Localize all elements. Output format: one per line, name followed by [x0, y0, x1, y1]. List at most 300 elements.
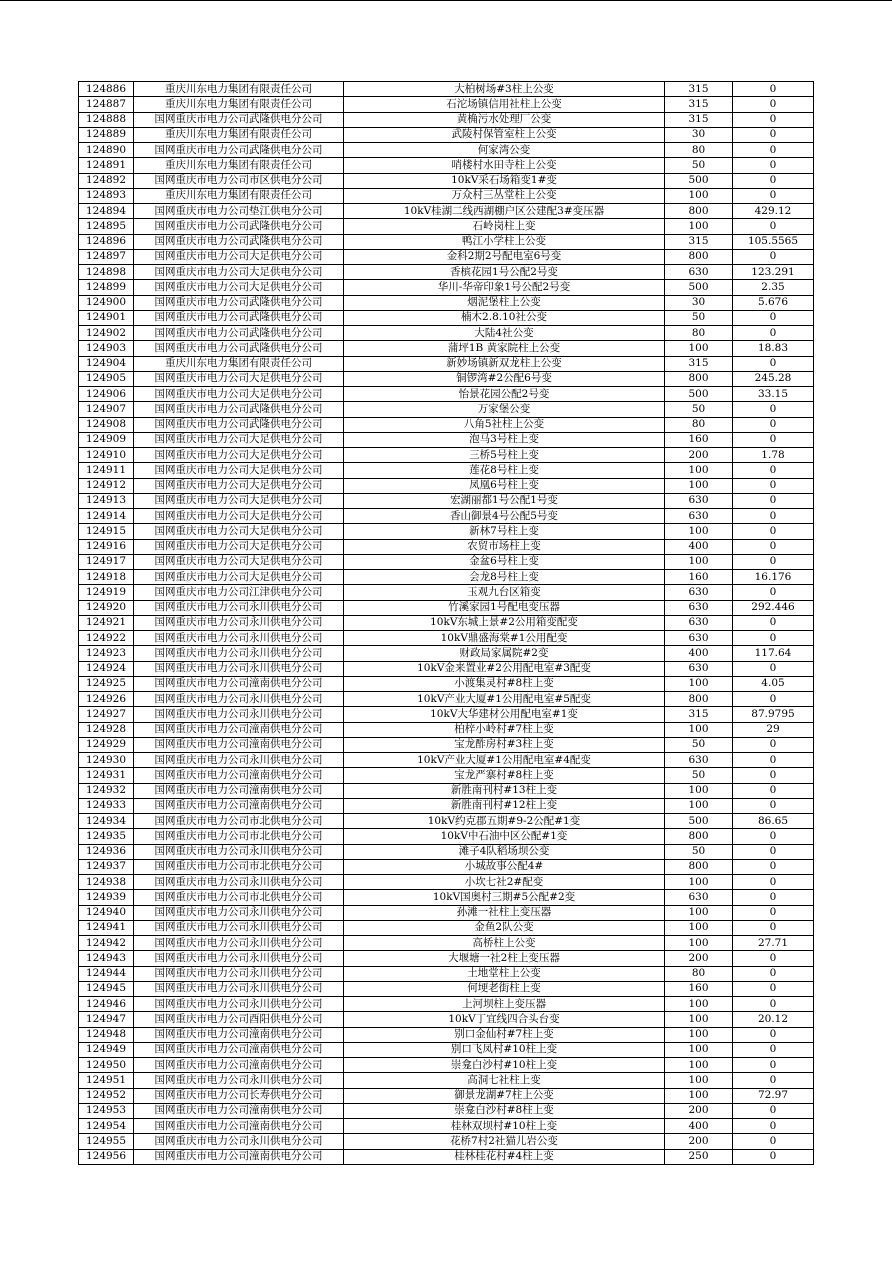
table-row [79, 981, 814, 996]
capacity-cell: 630 [665, 753, 733, 768]
record-id-cell: 124933 [79, 798, 134, 813]
record-id-cell: 124955 [79, 1134, 134, 1149]
table-row [79, 692, 814, 707]
capacity-cell: 315 [665, 356, 733, 371]
value-cell: 0 [733, 97, 814, 112]
table-row [79, 798, 814, 813]
value-cell: 0 [733, 173, 814, 188]
transformer-name-cell: 宝龙严寨村#8柱上变 [344, 768, 665, 783]
capacity-cell: 80 [665, 966, 733, 981]
table-row [79, 97, 814, 112]
company-cell: 国网重庆市电力公司永川供电分公司 [134, 646, 344, 661]
transformer-name-cell: 桂林双坝村#10柱上变 [344, 1119, 665, 1134]
company-cell: 国网重庆市电力公司永川供电分公司 [134, 844, 344, 859]
company-cell: 国网重庆市电力公司武隆供电分公司 [134, 295, 344, 310]
value-cell: 0 [733, 753, 814, 768]
record-id-cell: 124886 [79, 82, 134, 97]
transformer-name-cell: 竹溪家园1号配电变压器 [344, 600, 665, 615]
value-cell: 292.446 [733, 600, 814, 615]
record-id-cell: 124943 [79, 951, 134, 966]
capacity-cell: 630 [665, 631, 733, 646]
capacity-cell: 315 [665, 234, 733, 249]
capacity-cell: 100 [665, 798, 733, 813]
capacity-cell: 315 [665, 97, 733, 112]
table-row [79, 966, 814, 981]
value-cell: 27.71 [733, 936, 814, 951]
value-cell: 0 [733, 966, 814, 981]
company-cell: 国网重庆市电力公司武隆供电分公司 [134, 234, 344, 249]
record-id-cell: 124939 [79, 890, 134, 905]
value-cell: 0 [733, 493, 814, 508]
table-row [79, 1103, 814, 1118]
table-row [79, 1134, 814, 1149]
table-row [79, 737, 814, 752]
table-row [79, 310, 814, 325]
company-cell: 国网重庆市电力公司潼南供电分公司 [134, 676, 344, 691]
company-cell: 国网重庆市电力公司永川供电分公司 [134, 966, 344, 981]
company-cell: 国网重庆市电力公司大足供电分公司 [134, 432, 344, 447]
company-cell: 国网重庆市电力公司江津供电分公司 [134, 585, 344, 600]
company-cell: 国网重庆市电力公司潼南供电分公司 [134, 768, 344, 783]
table-row [79, 890, 814, 905]
company-cell: 国网重庆市电力公司潼南供电分公司 [134, 783, 344, 798]
company-cell: 国网重庆市电力公司潼南供电分公司 [134, 1119, 344, 1134]
capacity-cell: 100 [665, 905, 733, 920]
transformer-name-cell: 玉观九台区箱变 [344, 585, 665, 600]
transformer-name-cell: 怡景花园公配2号变 [344, 387, 665, 402]
table-row [79, 844, 814, 859]
company-cell: 国网重庆市电力公司武隆供电分公司 [134, 326, 344, 341]
capacity-cell: 50 [665, 768, 733, 783]
record-id-cell: 124930 [79, 753, 134, 768]
capacity-cell: 100 [665, 524, 733, 539]
transformer-name-cell: 高桥柱上公变 [344, 936, 665, 951]
table-row [79, 600, 814, 615]
value-cell: 0 [733, 1027, 814, 1042]
record-id-cell: 124945 [79, 981, 134, 996]
company-cell: 国网重庆市电力公司永川供电分公司 [134, 615, 344, 630]
table-row [79, 448, 814, 463]
transformer-name-cell: 八角5社柱上公变 [344, 417, 665, 432]
transformer-name-cell: 凤凰6号柱上变 [344, 478, 665, 493]
page-top-rule [0, 0, 892, 1]
capacity-cell: 100 [665, 478, 733, 493]
transformer-name-cell: 花桥7村2社猫儿岩公变 [344, 1134, 665, 1149]
capacity-cell: 630 [665, 585, 733, 600]
company-cell: 国网重庆市电力公司永川供电分公司 [134, 905, 344, 920]
value-cell: 4.05 [733, 676, 814, 691]
capacity-cell: 800 [665, 204, 733, 219]
company-cell: 国网重庆市电力公司永川供电分公司 [134, 661, 344, 676]
table-row [79, 707, 814, 722]
value-cell: 123.291 [733, 265, 814, 280]
record-id-cell: 124952 [79, 1088, 134, 1103]
capacity-cell: 400 [665, 1119, 733, 1134]
company-cell: 国网重庆市电力公司潼南供电分公司 [134, 722, 344, 737]
transformer-name-cell: 会龙8号柱上变 [344, 570, 665, 585]
value-cell: 0 [733, 554, 814, 569]
value-cell: 0 [733, 402, 814, 417]
value-cell: 0 [733, 82, 814, 97]
capacity-cell: 160 [665, 570, 733, 585]
capacity-cell: 100 [665, 783, 733, 798]
record-id-cell: 124922 [79, 631, 134, 646]
transformer-name-cell: 莲花8号柱上变 [344, 463, 665, 478]
record-id-cell: 124944 [79, 966, 134, 981]
capacity-cell: 100 [665, 1058, 733, 1073]
capacity-cell: 800 [665, 829, 733, 844]
transformer-name-cell: 三桥5号柱上变 [344, 448, 665, 463]
capacity-cell: 100 [665, 920, 733, 935]
table-row [79, 676, 814, 691]
company-cell: 国网重庆市电力公司武隆供电分公司 [134, 402, 344, 417]
table-row [79, 234, 814, 249]
table-row [79, 920, 814, 935]
value-cell: 0 [733, 1119, 814, 1134]
capacity-cell: 315 [665, 82, 733, 97]
transformer-name-cell: 10kV桂湖二线西湖棚户区公建配3#变压器 [344, 204, 665, 219]
transformer-name-cell: 10kV产业大厦#1公用配电室#5配变 [344, 692, 665, 707]
record-id-cell: 124956 [79, 1149, 134, 1164]
record-id-cell: 124898 [79, 265, 134, 280]
company-cell: 国网重庆市电力公司大足供电分公司 [134, 554, 344, 569]
table-row [79, 127, 814, 142]
value-cell: 0 [733, 219, 814, 234]
table-row [79, 661, 814, 676]
transformer-name-cell: 10kV大华建材公用配电室#1变 [344, 707, 665, 722]
capacity-cell: 630 [665, 493, 733, 508]
company-cell: 国网重庆市电力公司大足供电分公司 [134, 524, 344, 539]
table-row [79, 143, 814, 158]
company-cell: 国网重庆市电力公司永川供电分公司 [134, 631, 344, 646]
transformer-name-cell: 10kV丁宜线四合头台变 [344, 1012, 665, 1027]
transformer-name-cell: 万众村三丛堂柱上公变 [344, 188, 665, 203]
table-row [79, 783, 814, 798]
table-row [79, 539, 814, 554]
record-id-cell: 124938 [79, 875, 134, 890]
value-cell: 2.35 [733, 280, 814, 295]
record-id-cell: 124929 [79, 737, 134, 752]
record-id-cell: 124932 [79, 783, 134, 798]
company-cell: 重庆川东电力集团有限责任公司 [134, 82, 344, 97]
record-id-cell: 124909 [79, 432, 134, 447]
value-cell: 0 [733, 310, 814, 325]
transformer-name-cell: 高洞七社柱上变 [344, 1073, 665, 1088]
capacity-cell: 50 [665, 402, 733, 417]
capacity-cell: 400 [665, 539, 733, 554]
transformer-name-cell: 宝龙酢房村#3柱上变 [344, 737, 665, 752]
value-cell: 0 [733, 326, 814, 341]
record-id-cell: 124949 [79, 1042, 134, 1057]
transformer-name-cell: 新胜南刊村#12柱上变 [344, 798, 665, 813]
company-cell: 国网重庆市电力公司武隆供电分公司 [134, 310, 344, 325]
company-cell: 国网重庆市电力公司市区供电分公司 [134, 173, 344, 188]
transformer-name-cell: 新林7号柱上变 [344, 524, 665, 539]
record-id-cell: 124951 [79, 1073, 134, 1088]
record-id-cell: 124921 [79, 615, 134, 630]
transformer-name-cell: 石沱场镇信用社柱上公变 [344, 97, 665, 112]
record-id-cell: 124900 [79, 295, 134, 310]
company-cell: 国网重庆市电力公司大足供电分公司 [134, 249, 344, 264]
value-cell: 105.5565 [733, 234, 814, 249]
value-cell: 117.64 [733, 646, 814, 661]
value-cell: 0 [733, 524, 814, 539]
record-id-cell: 124917 [79, 554, 134, 569]
capacity-cell: 800 [665, 371, 733, 386]
table-row [79, 188, 814, 203]
company-cell: 国网重庆市电力公司大足供电分公司 [134, 493, 344, 508]
value-cell: 0 [733, 768, 814, 783]
table-row [79, 1027, 814, 1042]
capacity-cell: 50 [665, 158, 733, 173]
company-cell: 国网重庆市电力公司大足供电分公司 [134, 478, 344, 493]
capacity-cell: 100 [665, 875, 733, 890]
transformer-name-cell: 10kV东城上景#2公用箱变配变 [344, 615, 665, 630]
capacity-cell: 800 [665, 859, 733, 874]
transformer-name-cell: 崇龛白沙村#10柱上变 [344, 1058, 665, 1073]
table-row [79, 82, 814, 97]
capacity-cell: 100 [665, 936, 733, 951]
record-id-cell: 124906 [79, 387, 134, 402]
transformer-name-cell: 蒲坪1B 黄家院柱上公变 [344, 341, 665, 356]
company-cell: 国网重庆市电力公司潼南供电分公司 [134, 1103, 344, 1118]
capacity-cell: 800 [665, 249, 733, 264]
value-cell: 0 [733, 875, 814, 890]
company-cell: 国网重庆市电力公司永川供电分公司 [134, 997, 344, 1012]
value-cell: 0 [733, 661, 814, 676]
transformer-name-cell: 孙滩一社柱上变压器 [344, 905, 665, 920]
capacity-cell: 500 [665, 280, 733, 295]
table-row [79, 631, 814, 646]
table-row [79, 280, 814, 295]
transformer-name-cell: 武陵村保管室柱上公变 [344, 127, 665, 142]
transformer-name-cell: 小坎七社2#配变 [344, 875, 665, 890]
company-cell: 国网重庆市电力公司大足供电分公司 [134, 570, 344, 585]
value-cell: 20.12 [733, 1012, 814, 1027]
capacity-cell: 50 [665, 310, 733, 325]
value-cell: 0 [733, 951, 814, 966]
value-cell: 0 [733, 631, 814, 646]
record-id-cell: 124915 [79, 524, 134, 539]
table-row [79, 402, 814, 417]
capacity-cell: 160 [665, 981, 733, 996]
capacity-cell: 100 [665, 722, 733, 737]
company-cell: 国网重庆市电力公司永川供电分公司 [134, 951, 344, 966]
record-id-cell: 124897 [79, 249, 134, 264]
capacity-cell: 630 [665, 890, 733, 905]
table-row [79, 1088, 814, 1103]
record-id-cell: 124919 [79, 585, 134, 600]
company-cell: 重庆川东电力集团有限责任公司 [134, 356, 344, 371]
record-id-cell: 124947 [79, 1012, 134, 1027]
transformer-name-cell: 滩子4队稻场坝公变 [344, 844, 665, 859]
transformer-name-cell: 大陆4社公变 [344, 326, 665, 341]
capacity-cell: 315 [665, 707, 733, 722]
company-cell: 国网重庆市电力公司市北供电分公司 [134, 890, 344, 905]
capacity-cell: 500 [665, 173, 733, 188]
value-cell: 18.83 [733, 341, 814, 356]
table-row [79, 570, 814, 585]
transformer-name-cell: 何埂老街柱上变 [344, 981, 665, 996]
company-cell: 国网重庆市电力公司永川供电分公司 [134, 1134, 344, 1149]
table-row [79, 753, 814, 768]
company-cell: 国网重庆市电力公司武隆供电分公司 [134, 341, 344, 356]
transformer-name-cell: 宏湖丽都1号公配1号变 [344, 493, 665, 508]
value-cell: 0 [733, 829, 814, 844]
company-cell: 国网重庆市电力公司潼南供电分公司 [134, 1058, 344, 1073]
company-cell: 国网重庆市电力公司市北供电分公司 [134, 859, 344, 874]
table-row [79, 173, 814, 188]
company-cell: 国网重庆市电力公司垫江供电分公司 [134, 204, 344, 219]
record-id-cell: 124927 [79, 707, 134, 722]
transformer-name-cell: 香槟花园1号公配2号变 [344, 265, 665, 280]
value-cell: 0 [733, 798, 814, 813]
company-cell: 国网重庆市电力公司永川供电分公司 [134, 1073, 344, 1088]
company-cell: 国网重庆市电力公司大足供电分公司 [134, 265, 344, 280]
record-id-cell: 124894 [79, 204, 134, 219]
transformer-name-cell: 金盆6号柱上变 [344, 554, 665, 569]
value-cell: 0 [733, 1134, 814, 1149]
table-row [79, 326, 814, 341]
table-row [79, 1012, 814, 1027]
value-cell: 0 [733, 249, 814, 264]
table-row [79, 478, 814, 493]
table-row [79, 524, 814, 539]
capacity-cell: 100 [665, 463, 733, 478]
capacity-cell: 500 [665, 387, 733, 402]
capacity-cell: 100 [665, 1042, 733, 1057]
record-id-cell: 124892 [79, 173, 134, 188]
table-row [79, 341, 814, 356]
capacity-cell: 100 [665, 554, 733, 569]
transformer-name-cell: 财政局家属院#2变 [344, 646, 665, 661]
company-cell: 重庆川东电力集团有限责任公司 [134, 127, 344, 142]
table-row [79, 722, 814, 737]
table-row [79, 768, 814, 783]
transformer-name-cell: 别口飞凤村#10柱上变 [344, 1042, 665, 1057]
record-id-cell: 124941 [79, 920, 134, 935]
company-cell: 国网重庆市电力公司永川供电分公司 [134, 707, 344, 722]
record-id-cell: 124950 [79, 1058, 134, 1073]
record-id-cell: 124907 [79, 402, 134, 417]
table-row [79, 951, 814, 966]
transformer-name-cell: 崇龛白沙村#8柱上变 [344, 1103, 665, 1118]
value-cell: 0 [733, 1103, 814, 1118]
table-row [79, 997, 814, 1012]
record-id-cell: 124910 [79, 448, 134, 463]
record-id-cell: 124914 [79, 509, 134, 524]
record-id-cell: 124928 [79, 722, 134, 737]
company-cell: 国网重庆市电力公司潼南供电分公司 [134, 1149, 344, 1164]
record-id-cell: 124904 [79, 356, 134, 371]
transformer-name-cell: 桂林桂花村#4柱上变 [344, 1149, 665, 1164]
record-id-cell: 124920 [79, 600, 134, 615]
record-id-cell: 124888 [79, 112, 134, 127]
capacity-cell: 100 [665, 1088, 733, 1103]
record-id-cell: 124895 [79, 219, 134, 234]
capacity-cell: 500 [665, 814, 733, 829]
record-id-cell: 124925 [79, 676, 134, 691]
company-cell: 国网重庆市电力公司武隆供电分公司 [134, 112, 344, 127]
table-row [79, 356, 814, 371]
record-id-cell: 124954 [79, 1119, 134, 1134]
value-cell: 0 [733, 112, 814, 127]
transformer-name-cell: 10kV采石场箱变1#变 [344, 173, 665, 188]
table-row [79, 204, 814, 219]
record-id-cell: 124924 [79, 661, 134, 676]
record-id-cell: 124899 [79, 280, 134, 295]
company-cell: 国网重庆市电力公司永川供电分公司 [134, 753, 344, 768]
transformer-name-cell: 新胜南刊村#13柱上变 [344, 783, 665, 798]
record-id-cell: 124903 [79, 341, 134, 356]
company-cell: 国网重庆市电力公司市北供电分公司 [134, 829, 344, 844]
value-cell: 0 [733, 509, 814, 524]
table-row [79, 1149, 814, 1164]
transformer-name-cell: 10kV约克郡五期#9-2公配#1变 [344, 814, 665, 829]
value-cell: 0 [733, 981, 814, 996]
transformer-name-cell: 土地堂柱上公变 [344, 966, 665, 981]
table-row [79, 387, 814, 402]
capacity-cell: 100 [665, 188, 733, 203]
company-cell: 国网重庆市电力公司永川供电分公司 [134, 692, 344, 707]
transformer-name-cell: 哨楼村水田寺柱上公变 [344, 158, 665, 173]
transformer-name-cell: 金科2期2号配电室6号变 [344, 249, 665, 264]
company-cell: 国网重庆市电力公司潼南供电分公司 [134, 1042, 344, 1057]
value-cell: 0 [733, 356, 814, 371]
capacity-cell: 80 [665, 326, 733, 341]
value-cell: 5.676 [733, 295, 814, 310]
table-row [79, 875, 814, 890]
transformer-name-cell: 别口金仙村#7柱上变 [344, 1027, 665, 1042]
capacity-cell: 50 [665, 844, 733, 859]
transformer-name-cell: 石岭岗柱上变 [344, 219, 665, 234]
transformer-name-cell: 10kV产业大厦#1公用配电室#4配变 [344, 753, 665, 768]
record-id-cell: 124890 [79, 143, 134, 158]
capacity-cell: 630 [665, 509, 733, 524]
capacity-cell: 630 [665, 615, 733, 630]
company-cell: 国网重庆市电力公司潼南供电分公司 [134, 1027, 344, 1042]
transformer-name-cell: 新妙场镇新双龙柱上公变 [344, 356, 665, 371]
transformer-name-cell: 铜锣湾#2公配6号变 [344, 371, 665, 386]
transformer-name-cell: 香山御景4号公配5号变 [344, 509, 665, 524]
table-row [79, 417, 814, 432]
value-cell: 86.65 [733, 814, 814, 829]
table-row [79, 646, 814, 661]
value-cell: 0 [733, 585, 814, 600]
table-row [79, 219, 814, 234]
value-cell: 0 [733, 737, 814, 752]
company-cell: 国网重庆市电力公司大足供电分公司 [134, 387, 344, 402]
record-id-cell: 124887 [79, 97, 134, 112]
transformer-name-cell: 大堰塘一社2柱上变压器 [344, 951, 665, 966]
table-row [79, 1073, 814, 1088]
capacity-cell: 630 [665, 600, 733, 615]
capacity-cell: 100 [665, 1073, 733, 1088]
transformer-table-body [79, 82, 814, 1165]
record-id-cell: 124912 [79, 478, 134, 493]
record-id-cell: 124908 [79, 417, 134, 432]
capacity-cell: 100 [665, 997, 733, 1012]
record-id-cell: 124946 [79, 997, 134, 1012]
record-id-cell: 124893 [79, 188, 134, 203]
company-cell: 国网重庆市电力公司永川供电分公司 [134, 936, 344, 951]
value-cell: 0 [733, 143, 814, 158]
company-cell: 国网重庆市电力公司武隆供电分公司 [134, 417, 344, 432]
transformer-name-cell: 黄桷污水处理厂公变 [344, 112, 665, 127]
record-id-cell: 124940 [79, 905, 134, 920]
table-row [79, 859, 814, 874]
value-cell: 245.28 [733, 371, 814, 386]
